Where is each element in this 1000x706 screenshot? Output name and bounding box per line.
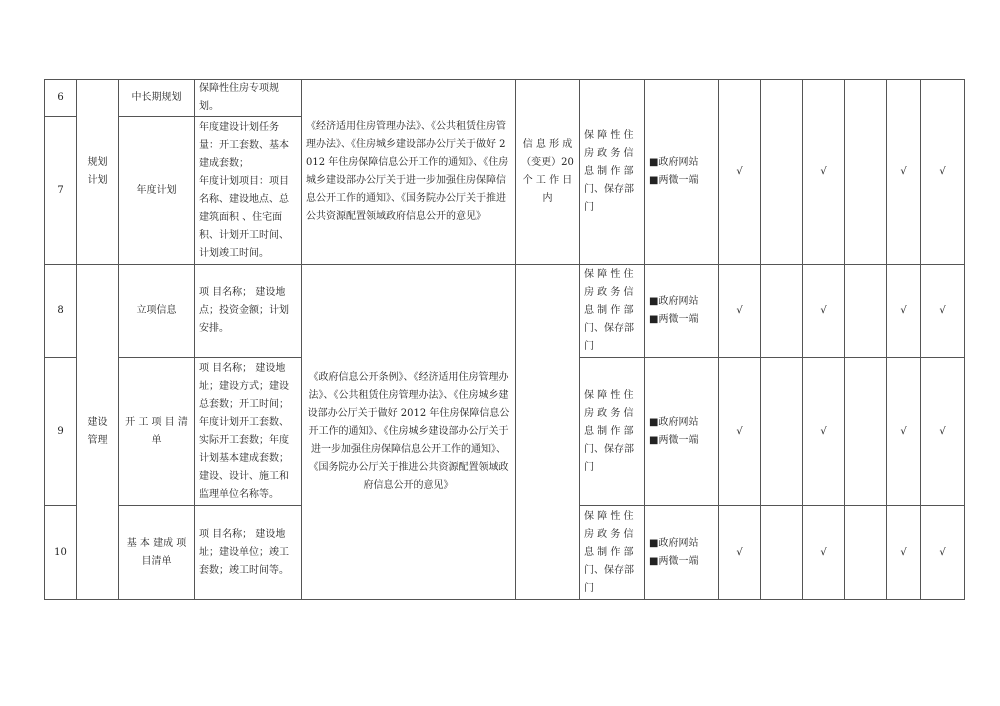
channel-terminal: ■两微一端 (649, 555, 699, 567)
row-number: 7 (45, 117, 77, 265)
channel-website: ■政府网站 (649, 416, 699, 428)
row-number: 8 (45, 265, 77, 358)
item-name: 基 本 建成 项目清单 (119, 506, 195, 600)
department-text: 保 障 性 住 房 政 务 信 息 制 作 部 门、保存部门 (580, 506, 645, 600)
check-mark: √ (719, 80, 761, 265)
empty-cell (761, 80, 803, 265)
department-text: 保 障 性 住 房 政 务 信 息 制 作 部 门、保存部门 (580, 358, 645, 506)
channels-cell (645, 265, 719, 358)
row-number: 6 (45, 80, 77, 117)
channels-cell (645, 358, 719, 506)
timeframe-empty (516, 265, 580, 600)
category-planning: 规划 计划 (77, 80, 119, 265)
check-mark: √ (887, 265, 921, 358)
check-mark: √ (803, 358, 845, 506)
empty-cell (845, 265, 887, 358)
row-number: 9 (45, 358, 77, 506)
basis-text: 《政府信息公开条例》、《经济适用住房管理办法》、《公共租赁住房管理办法》、《住房城乡建设部办公厅关于做好 2012 年住房保障信息公开工作的通知》、《住房城乡建设部办公厅关于进一步加强住房保障信息公开工作的通知》、《国务院办公厅关于推进公共资源配置领域政府信息公开的意见》 (302, 265, 516, 600)
check-mark: √ (887, 506, 921, 600)
item-name: 立项信息 (119, 265, 195, 358)
check-mark: √ (921, 80, 965, 265)
item-content: 年度建设计划任务量：开工套数、基本建成套数； 年度计划项目：项目名称、建设地点、总建筑面积 、住宅面积、计划开工时间、计划竣工时间。 (195, 117, 302, 265)
item-content: 保障性住房专项规划。 (195, 80, 302, 117)
check-mark: √ (719, 265, 761, 358)
item-name: 开 工 项 目 清单 (119, 358, 195, 506)
check-mark: √ (887, 80, 921, 265)
channel-website: ■政府网站 (649, 537, 699, 549)
item-content: 项 目名称； 建设地址；建设方式；建设总套数；开工时间；年度计划开工套数、实际开工套数；年度计划基本建成套数；建设、设计、施工和监理单位名称等。 (195, 358, 302, 506)
department-text: 保 障 性 住 房 政 务 信 息 制 作 部 门、保存部门 (580, 265, 645, 358)
row-number: 10 (45, 506, 77, 600)
channels-cell (645, 506, 719, 600)
check-mark: √ (719, 358, 761, 506)
item-name: 年度计划 (119, 117, 195, 265)
table-row (45, 265, 965, 358)
empty-cell (845, 358, 887, 506)
check-mark: √ (921, 358, 965, 506)
check-mark: √ (887, 358, 921, 506)
timeframe-text: 信 息 形 成（变更）20 个 工 作 日内 (516, 80, 580, 265)
empty-cell (761, 506, 803, 600)
check-mark: √ (719, 506, 761, 600)
check-mark: √ (921, 265, 965, 358)
empty-cell (761, 265, 803, 358)
check-mark: √ (803, 265, 845, 358)
channel-website: ■政府网站 (649, 157, 699, 168)
disclosure-table (44, 79, 965, 600)
empty-cell (761, 358, 803, 506)
item-content: 项 目名称； 建设地址；建设单位；竣工套数；竣工时间等。 (195, 506, 302, 600)
category-construction: 建设 管理 (77, 265, 119, 600)
empty-cell (845, 80, 887, 265)
channel-website: ■政府网站 (649, 296, 699, 307)
table-row (45, 80, 965, 117)
check-mark: √ (921, 506, 965, 600)
basis-text: 《经济适用住房管理办法》、《公共租赁住房管理办法》、《住房城乡建设部办公厅关于做好 2012 年住房保障信息公开工作的通知》、《住房城乡建设部办公厅关于进一步加强住房保障信息公开工作的通知》、《国务院办公厅关于推进公共资源配置领域政府信息公开的意见》 (302, 80, 516, 265)
check-mark: √ (803, 506, 845, 600)
empty-cell (845, 506, 887, 600)
channel-terminal: ■两微一端 (649, 175, 699, 186)
channel-terminal: ■两微一端 (649, 314, 699, 325)
channel-terminal: ■两微一端 (649, 434, 699, 446)
department-text: 保 障 性 住 房 政 务 信 息 制 作 部 门、保存部门 (580, 80, 645, 265)
item-name: 中长期规划 (119, 80, 195, 117)
item-content: 项 目名称； 建设地点；投资金额；计划安排。 (195, 265, 302, 358)
channels-cell (645, 80, 719, 265)
check-mark: √ (803, 80, 845, 265)
